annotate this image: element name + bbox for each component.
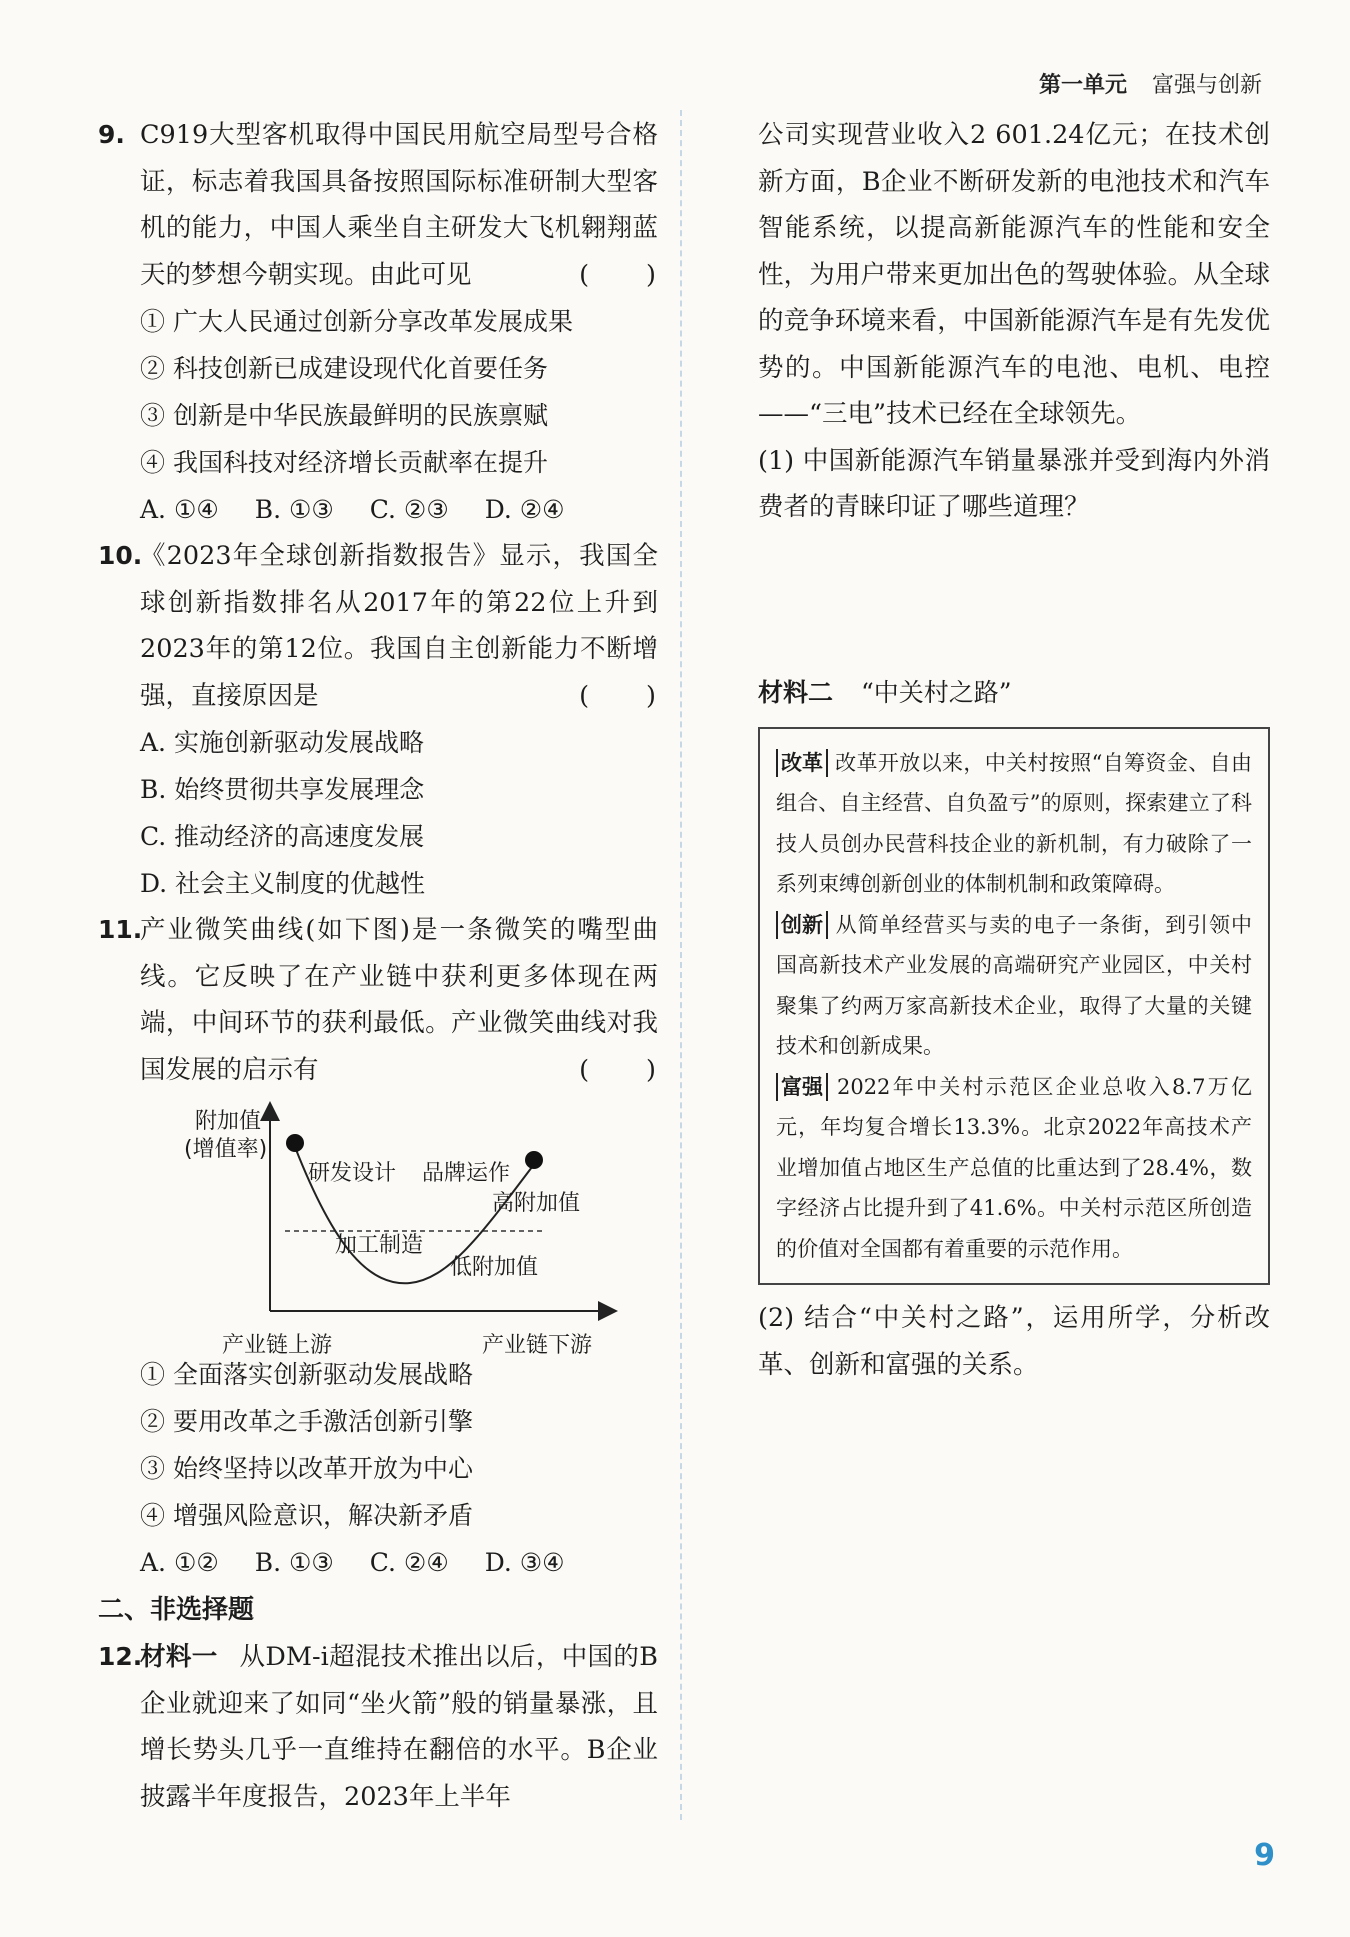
answer-blank: ( ): [579, 1054, 658, 1085]
question-stem: C919大型客机取得中国民用航空局型号合格证，标志着我国具备按照国际标准研制大型客机的能力，中国人乘坐自主研发大飞机翱翔蓝天的梦想今朝实现。由此可见 ( ): [140, 112, 658, 298]
statement-item: ④ 增强风险意识，解决新矛盾: [140, 1501, 473, 1530]
question-10: [98, 533, 658, 907]
material-one-label: 材料一: [140, 1642, 218, 1672]
material-one-text: 材料一 从DM-i超混技术推出以后，中国的B企业就迎来了如同“坐火箭”般的销量暴涨，且增长势头几乎一直维持在翻倍的水平。B企业披露半年度报告，2023年上半年: [140, 1642, 658, 1812]
material-one-continued: 公司实现营业收入2 601.24亿元；在技术创新方面，B企业不断研发新的电池技术和汽车智能系统，以提高新能源汽车的性能和安全性，为用户带来更加出色的驾驶体验。从全球的竞争环境来看，中国新能源汽车是有先发优势的。中国新能源汽车的电池、电机、电控——“三电”技术已经在全球领先。: [758, 120, 1270, 429]
smile-curve-diagram: [160, 1099, 620, 1358]
right-end-dot: [525, 1151, 543, 1169]
choice-row: [140, 1539, 658, 1586]
unit-label: 第一单元: [1038, 73, 1127, 98]
tag-reform: 改革: [776, 749, 828, 777]
choice-c: C. 推动经济的高速度发展: [140, 822, 425, 851]
y-axis-sublabel: (增值率): [184, 1137, 268, 1162]
left-end-dot: [286, 1134, 304, 1152]
left-column: [98, 112, 658, 1820]
statement-item: ③ 创新是中华民族最鲜明的民族禀赋: [140, 401, 548, 430]
choice-b: B. ①③: [254, 1548, 334, 1577]
statement-item: ① 广大人民通过创新分享改革发展成果: [140, 307, 573, 336]
label-x-left: 产业链上游: [222, 1333, 333, 1358]
choice-d: D. 社会主义制度的优越性: [140, 869, 426, 898]
question-stem: 产业微笑曲线(如下图)是一条微笑的嘴型曲线。它反映了在产业链中获利更多体现在两端，中间环节的获利最低。产业微笑曲线对我国发展的启示有 ( ): [140, 907, 658, 1093]
page-header: [1039, 68, 1262, 99]
material-two-box: [758, 727, 1270, 1286]
box-paragraph-prosperity: 富强 2022年中关村示范区企业总收入8.7万亿元，年均复合增长13.3%。北京2022年高技术产业增加值占地区生产总值的比重达到了28.4%，数字经济占比提升到了41.6%。中关村示范区所创造的价值对全国都有着重要的示范作用。: [776, 1074, 1252, 1261]
sub-question-2: (2) 结合“中关村之路”，运用所学，分析改革、创新和富强的关系。: [758, 1303, 1270, 1380]
y-axis-label: 附加值: [195, 1109, 262, 1134]
section-heading: 二、非选择题: [98, 1595, 255, 1625]
choice-a: A. ①②: [140, 1548, 219, 1577]
choice-a: A. ①④: [140, 495, 219, 524]
sub-question-1: (1) 中国新能源汽车销量暴涨并受到海内外消费者的青睐印证了哪些道理？: [758, 445, 1270, 522]
page-number: 9: [1254, 1838, 1275, 1873]
question-11: [98, 907, 658, 1586]
statement-item: ② 科技创新已成建设现代化首要任务: [140, 354, 548, 383]
box-paragraph-reform: 改革 改革开放以来，中关村按照“自筹资金、自由组合、自主经营、自负盈亏”的原则，探索建立了科技人员创办民营科技企业的新机制，有力破除了一系列束缚创新创业的体制机制和政策障碍。: [776, 750, 1252, 896]
label-middle: 加工制造: [335, 1233, 424, 1258]
question-number: 10.: [98, 541, 143, 570]
answer-blank: ( ): [579, 259, 658, 290]
statement-item: ② 要用改革之手激活创新引擎: [140, 1407, 473, 1436]
material-two-heading: [758, 669, 1270, 717]
unit-title: 富强与创新: [1151, 73, 1262, 98]
label-left-end: 研发设计: [308, 1161, 397, 1186]
question-12: [98, 1634, 658, 1820]
question-number: 12.: [98, 1642, 143, 1671]
tag-prosperity: 富强: [776, 1073, 828, 1101]
question-number: 9.: [98, 120, 125, 149]
statement-item: ③ 始终坚持以改革开放为中心: [140, 1454, 473, 1483]
choice-c: C. ②③: [369, 495, 449, 524]
material-two-label: 材料二: [758, 677, 834, 707]
choice-a: A. 实施创新驱动发展战略: [140, 728, 424, 757]
question-9: [98, 112, 658, 533]
statement-item: ④ 我国科技对经济增长贡献率在提升: [140, 448, 548, 477]
column-divider: [680, 110, 682, 1820]
material-two-title: “中关村之路”: [861, 677, 1012, 707]
choice-b: B. ①③: [254, 495, 334, 524]
choice-d: D. ②④: [484, 495, 565, 524]
choice-b: B. 始终贯彻共享发展理念: [140, 775, 425, 804]
label-right-end: 品牌运作: [422, 1161, 511, 1186]
right-column: [758, 112, 1270, 1388]
statement-item: ① 全面落实创新驱动发展战略: [140, 1360, 473, 1389]
box-paragraph-innovation: 创新 从简单经营买与卖的电子一条街，到引领中国高新技术产业发展的高端研究产业园区，中关村聚集了约两万家高新技术企业，取得了大量的关键技术和创新成果。: [776, 912, 1252, 1058]
choice-d: D. ③④: [484, 1548, 565, 1577]
question-number: 11.: [98, 915, 143, 944]
question-stem: 《2023年全球创新指数报告》显示，我国全球创新指数排名从2017年的第22位上升到2023年的第12位。我国自主创新能力不断增强，直接原因是 ( ): [140, 533, 658, 719]
choice-c: C. ②④: [369, 1548, 449, 1577]
label-high: 高附加值: [492, 1191, 581, 1216]
answer-blank: ( ): [579, 680, 658, 711]
label-x-right: 产业链下游: [482, 1333, 593, 1358]
tag-innovation: 创新: [776, 911, 828, 939]
choice-row: [140, 486, 658, 533]
label-low: 低附加值: [450, 1255, 539, 1280]
